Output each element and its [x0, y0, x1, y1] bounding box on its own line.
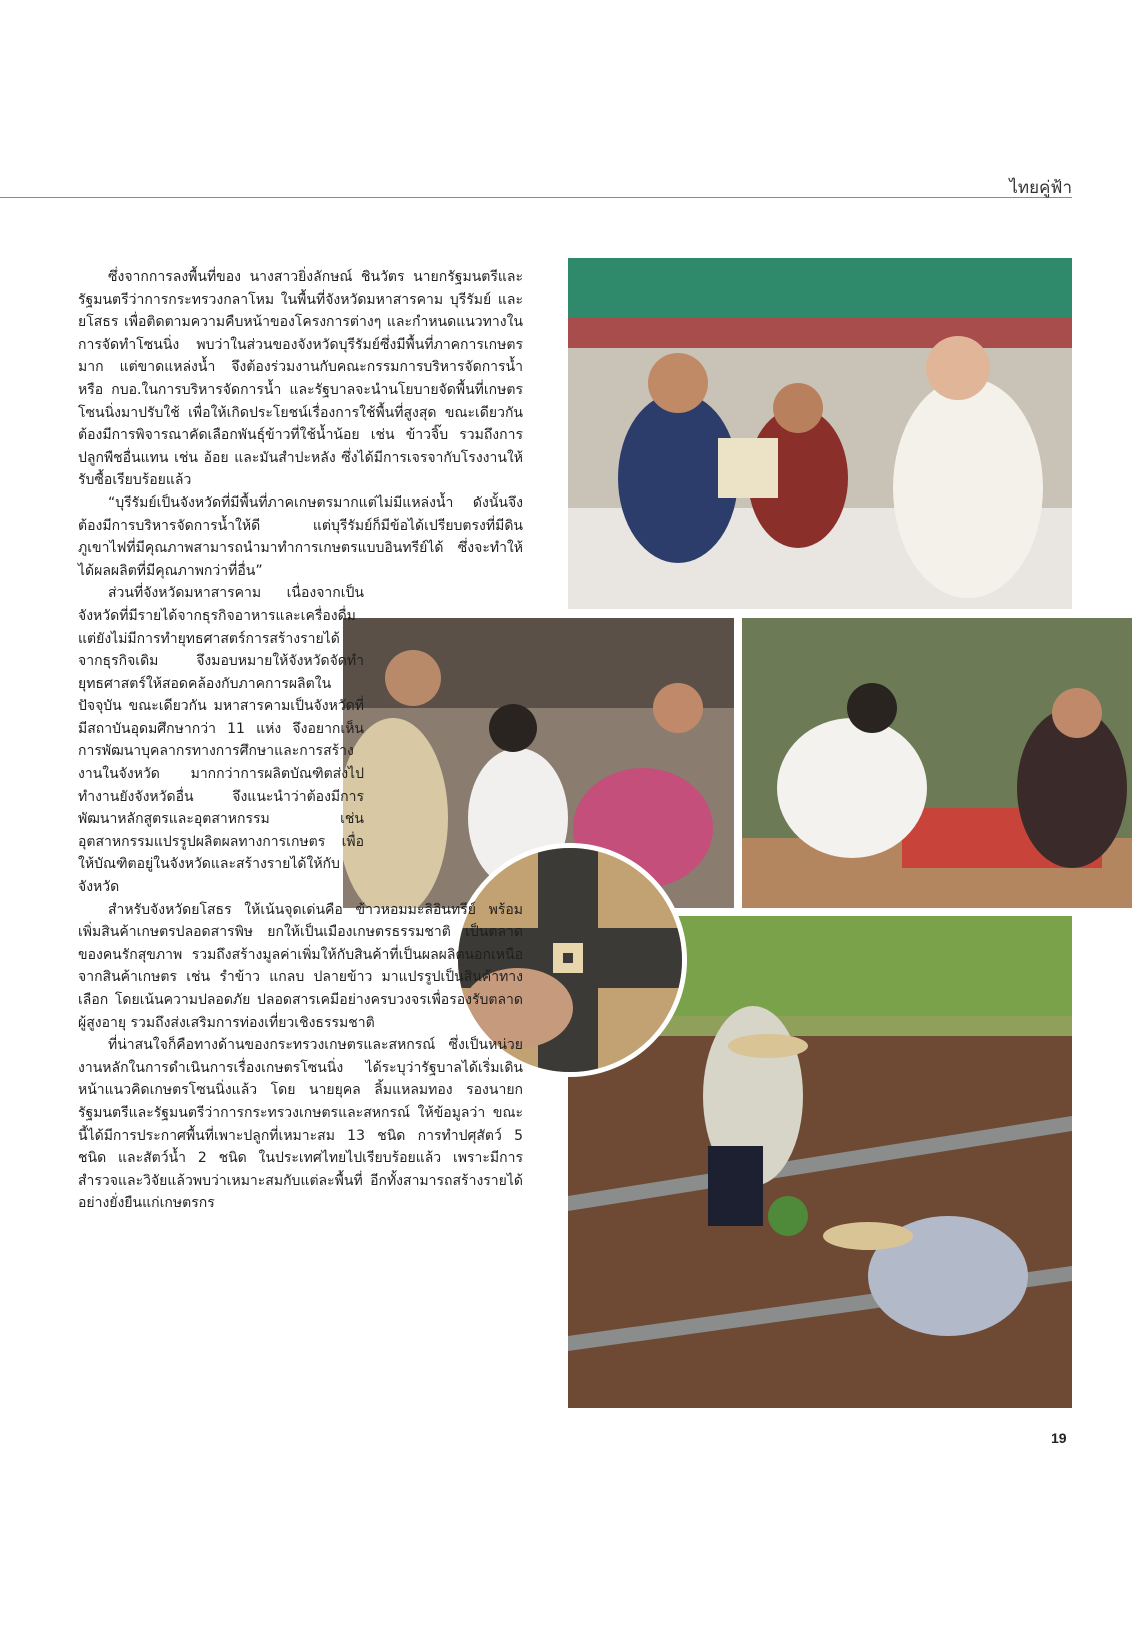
- section-title: ไทยคู่ฟ้า: [1009, 178, 1072, 198]
- article-paragraph: ส่วนที่จังหวัดมหาสารคาม เนื่องจากเป็นจังหวัดที่มีรายได้จากธุรกิจอาหารและเครื่องดื่ม แต่ยังไม่มีการทำยุทธศาสตร์การสร้างรายได้จากธุรกิจเดิม จึงมอบหมายให้จังหวัดจัดทำยุทธศาสตร์ให้สอดคล้องกับภาคการผลิตในปัจจุบัน ขณะเดียวกัน มหาสารคามเป็นจังหวัดที่มีสถาบันอุดมศึกษากว่า 11 แห่ง จึงอยากเห็นการพัฒนาบุคลากรทางการศึกษาและการสร้างงานในจังหวัด มากกว่าการผลิตบัณฑิตส่งไปทำงานยังจังหวัดอื่น จึงแนะนำว่าต้องมีการพัฒนาหลักสูตรและอุตสาหกรรม เช่น อุตสาหกรรมแปรรูปผลิตผลทางการเกษตร เพื่อให้บัณฑิตอยู่ในจังหวัดและสร้างรายได้ให้กับจังหวัด: [78, 585, 364, 896]
- photo-weaving-inspection: [742, 618, 1132, 908]
- page-number: 19: [1051, 1430, 1067, 1446]
- article-paragraph: ที่น่าสนใจก็คือทางด้านของกระทรวงเกษตรและสหกรณ์ ซึ่งเป็นหน่วยงานหลักในการดำเนินการเรื่องเกษตรโซนนิ่ง ได้ระบุว่ารัฐบาลได้เริ่มเดินหน้าแนวคิดเกษตรโซนนิ่งแล้ว โดย นายยุคล ลิ้มแหลมทอง รองนายกรัฐมนตรีและรัฐมนตรีว่าการกระทรวงเกษตรและสหกรณ์ ให้ข้อมูลว่า ขณะนี้ได้มีการประกาศพื้นที่เพาะปลูกที่เหมาะสม 13 ชนิด การทำปศุสัตว์ 5 ชนิด และสัตว์น้ำ 2 ชนิด ในประเทศไทยไปเรียบร้อยแล้ว เพราะมีการสำรวจและวิจัยแล้วพบว่าเหมาะสมกับแต่ละพื้นที่ อีกทั้งสามารถสร้างรายได้อย่างยั่งยืนแก่เกษตรกร: [78, 1037, 523, 1212]
- photo-market-visit: [568, 258, 1072, 609]
- article-paragraph: ซึ่งจากการลงพื้นที่ของ นางสาวยิ่งลักษณ์ ชินวัตร นายกรัฐมนตรีและรัฐมนตรีว่าการกระทรวงกลาโหม ในพื้นที่จังหวัดมหาสารคาม บุรีรัมย์ และยโสธร เพื่อติดตามความคืบหน้าของโครงการต่างๆ และกำหนดแนวทางในการจัดทำโซนนิ่ง พบว่าในส่วนของจังหวัดบุรีรัมย์ซึ่งมีพื้นที่ภาคการเกษตรมาก แต่ขาดแหล่งน้ำ จึงต้องร่วมงานกับคณะกรรมการบริหารจัดการน้ำ หรือ กบอ.ในการบริหารจัดการน้ำ และรัฐบาลจะนำนโยบายจัดพื้นที่เกษตรโซนนิ่งมาปรับใช้ เพื่อให้เกิดประโยชน์เรื่องการใช้พื้นที่สูงสุด ขณะเดียวกัน ต้องมีการพิจารณาคัดเลือกพันธุ์ข้าวที่ใช้น้ำน้อย เช่น ข้าวจิ๊บ รวมถึงการปลูกพืชอื่นแทน เช่น อ้อย และมันสำปะหลัง ซึ่งได้มีการเจรจากับโรงงานให้รับซื้อเรียบร้อยแล้ว: [78, 269, 523, 489]
- article-paragraph: สำหรับจังหวัดยโสธร ให้เน้นจุดเด่นคือ ข้าวหอมมะลิอินทรีย์ พร้อมเพิ่มสินค้าเกษตรปลอดสารพิษ ยกให้เป็นเมืองเกษตรธรรมชาติ เป็นตลาดของคนรักสุขภาพ รวมถึงสร้างมูลค่าเพิ่มให้กับสินค้าที่เป็นผลผลิตนอกเหนือจากสินค้าเกษตร เช่น รำข้าว แกลบ ปลายข้าว มาแปรรูปเป็นสินค้าทางเลือก โดยเน้นความปลอดภัย ปลอดสารเคมีอย่างครบวงจรเพื่อรองรับตลาดผู้สูงอายุ รวมถึงส่งเสริมการท่องเที่ยวเชิงธรรมชาติ: [78, 901, 523, 1031]
- article-paragraph: “บุรีรัมย์เป็นจังหวัดที่มีพื้นที่ภาคเกษตรมากแต่ไม่มีแหล่งน้ำ ดังนั้นจึงต้องมีการบริหารจัดการน้ำให้ดี แต่บุรีรัมย์ก็มีข้อได้เปรียบตรงที่มีดินภูเขาไฟที่มีคุณภาพสามารถนำมาทำการเกษตรแบบอินทรีย์ได้ ซึ่งจะทำให้ได้ผลผลิตที่มีคุณภาพกว่าที่อื่น”: [78, 494, 523, 579]
- header-rule: [0, 197, 1072, 198]
- article-body: [78, 266, 523, 1215]
